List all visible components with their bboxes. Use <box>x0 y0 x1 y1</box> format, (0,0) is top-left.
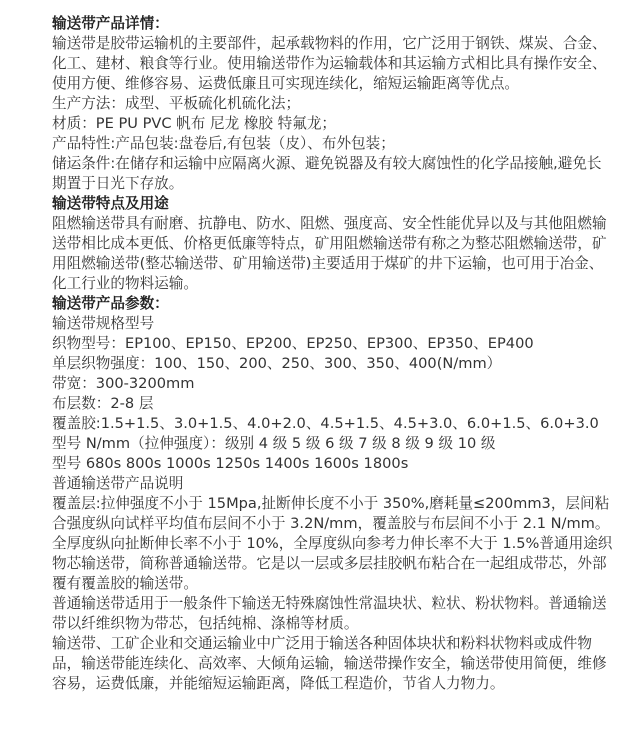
paragraph-production-method: 生产方法：成型、平板硫化机硫化法； <box>52 95 301 112</box>
section-heading-features: 输送带特点及用途 <box>52 195 169 212</box>
paragraph-ply-strength: 单层织物强度：100、150、200、250、300、350、400(N/mm） <box>52 355 502 372</box>
paragraph-packaging: 产品特性:产品包装:盘卷后,有包装（皮）、布外包装； <box>52 135 395 152</box>
paragraph-model-list: 型号 680s 800s 1000s 1250s 1400s 1600s 1800s <box>52 455 409 472</box>
paragraph-belt-width: 带宽：300-3200mm <box>52 375 195 392</box>
paragraph-usage: 输送带、工矿企业和交通运输业中广泛用于输送各种固体块状和粉料状物料或成件物品，输送带能连续化、高效率、大倾角运输，输送带操作安全，输送带使用简便，维修容易，运费低廉，并能缩短运输距离，降低工程造价，节省人力物力。 <box>52 635 607 692</box>
paragraph-intro: 输送带是胶带运输机的主要部件，起承载物料的作用，它广泛用于钢铁、煤炭、合金、化工、建材、粮食等行业。使用输送带作为运输载体和其运输方式相比具有操作安全、使用方便、维修容易、运费低廉且可实现连续化，缩短运输距离等优点。 <box>52 35 607 92</box>
paragraph-features: 阻燃输送带具有耐磨、抗静电、防水、阻燃、强度高、安全性能优异以及与其他阻燃输送带相比成本更低、价格更低廉等特点，矿用阻燃输送带有称之为整芯阻燃输送带，矿用阻燃输送带(整芯输送带、矿用输送带)主要适用于煤矿的井下运输，也可用于冶金、化工行业的物料运输。 <box>52 215 607 292</box>
section-heading-parameters: 输送带产品参数： <box>52 295 169 312</box>
paragraph-material: 材质：PE PU PVC 帆布 尼龙 橡胶 特氟龙； <box>52 115 337 132</box>
paragraph-elongation: 全厚度纵向扯断伸长率不小于 10%，全厚度纵向参考力伸长率不大于 1.5%普通用途织物芯输送带，简称普通输送带。它是以一层或多层挂胶帆布粘合在一起组成带芯，外部覆有覆盖胶的输送带。 <box>52 535 613 592</box>
paragraph-cover-layer: 覆盖层:拉伸强度不小于 15Mpa,扯断伸长度不小于 350%,磨耗量≤200mm3，层间粘合强度纵向试样平均值布层间不小于 3.2N/mm，覆盖胶与布层间不小于 2.1 N/mm。 <box>52 495 610 532</box>
paragraph-spec-title: 输送带规格型号 <box>52 315 155 332</box>
paragraph-cover-rubber: 覆盖胶:1.5+1.5、3.0+1.5、4.0+2.0、4.5+1.5、4.5+3.0、6.0+1.5、6.0+3.0 <box>52 415 599 432</box>
paragraph-tensile-grade: 型号 N/mm（拉伸强度）：级别 4 级 5 级 6 级 7 级 8 级 9 级 10 级 <box>52 435 496 452</box>
paragraph-fabric-model: 织物型号：EP100、EP150、EP200、EP250、EP300、EP350、EP400 <box>52 335 534 352</box>
paragraph-normal-belt-title: 普通输送带产品说明 <box>52 475 184 492</box>
section-heading-details: 输送带产品详情： <box>52 15 169 32</box>
paragraph-ply-count: 布层数：2-8 层 <box>52 395 154 412</box>
paragraph-storage: 储运条件:在储存和运输中应隔离火源、避免锐器及有较大腐蚀性的化学品接触,避免长期置于日光下存放。 <box>52 155 602 192</box>
paragraph-applicability: 普通输送带适用于一般条件下输送无特殊腐蚀性常温块状、粒状、粉状物料。普通输送带以纤维织物为带芯，包括纯棉、涤棉等材质。 <box>52 595 607 632</box>
